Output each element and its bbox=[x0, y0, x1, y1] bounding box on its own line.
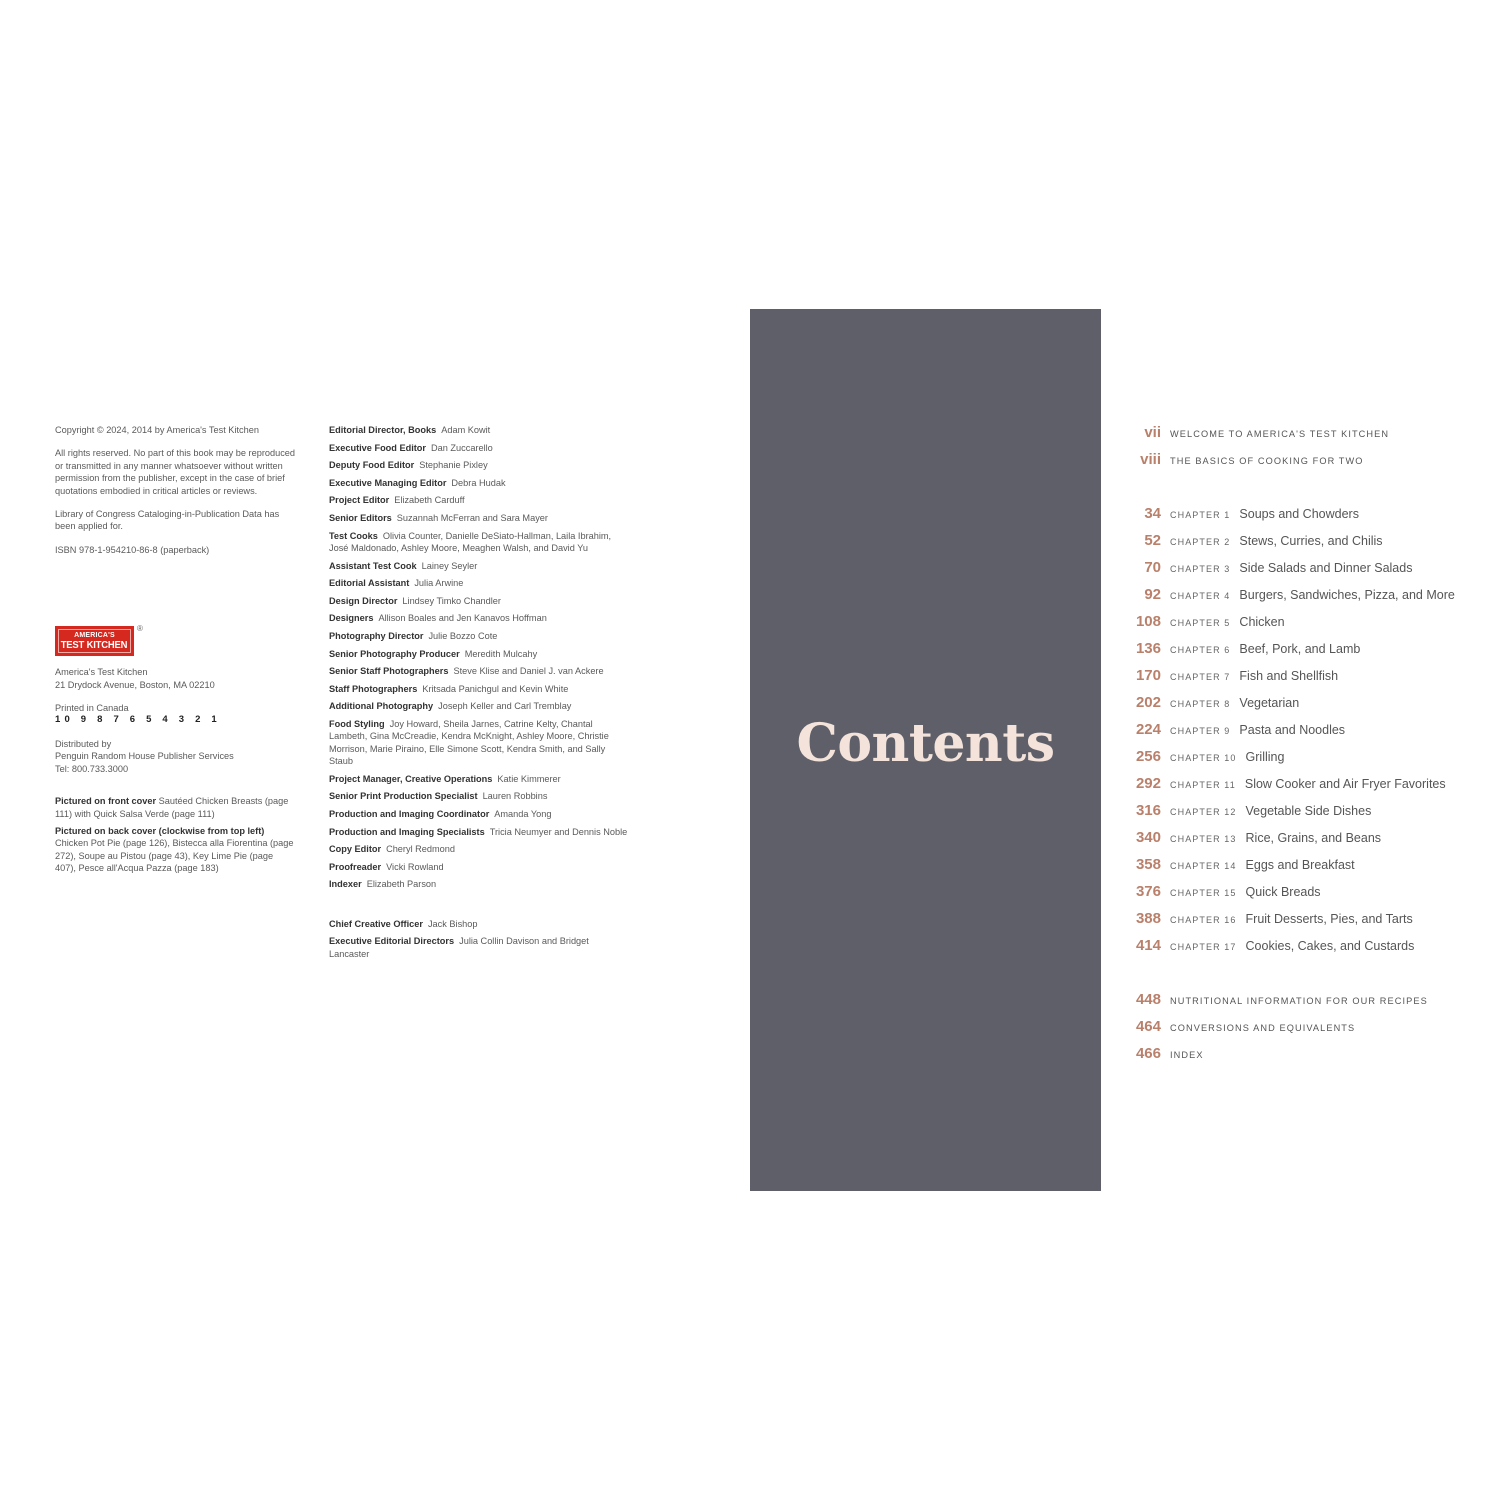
toc-chapter-number: CHAPTER 8 bbox=[1170, 699, 1231, 709]
toc-chapter-number: CHAPTER 14 bbox=[1170, 861, 1237, 871]
toc-page-number: 92 bbox=[1144, 586, 1161, 603]
credit-names: Steve Klise and Daniel J. van Ackere bbox=[453, 666, 604, 677]
credit-role: Chief Creative Officer bbox=[329, 918, 423, 929]
credit-names: Debra Hudak bbox=[451, 477, 506, 488]
credit-entry bbox=[329, 843, 629, 855]
toc-page-number: 464 bbox=[1135, 1018, 1161, 1035]
front-cover-label: Pictured on front cover bbox=[55, 796, 157, 807]
credit-names: Tricia Neumyer and Dennis Noble bbox=[489, 826, 628, 837]
credit-role: Copy Editor bbox=[329, 844, 382, 855]
credit-names: Julia Arwine bbox=[414, 578, 464, 589]
credit-names: Allison Boales and Jen Kanavos Hoffman bbox=[378, 613, 547, 624]
toc-chapter-title: Cookies, Cakes, and Custards bbox=[1245, 939, 1415, 953]
credit-names: Adam Kowit bbox=[441, 425, 491, 435]
credit-role: Proofreader bbox=[329, 861, 382, 872]
toc-section-label: NUTRITIONAL INFORMATION FOR OUR RECIPES bbox=[1170, 996, 1428, 1006]
credit-entry bbox=[329, 560, 629, 572]
credit-entry bbox=[329, 459, 629, 471]
toc-entry[interactable] bbox=[1120, 991, 1490, 1008]
front-cover-caption bbox=[55, 795, 295, 820]
credit-entry bbox=[329, 477, 629, 489]
credit-entry bbox=[329, 700, 629, 712]
toc-page-number: 388 bbox=[1135, 910, 1161, 927]
credit-role: Production and Imaging Specialists bbox=[329, 826, 485, 837]
credit-names: Olivia Counter, Danielle DeSiato-Hallman, Laila Ibrahim, José Maldonado, Ashley Moore, Meaghen Walsh, and David Yu bbox=[329, 530, 612, 553]
toc-chapter-title: Rice, Grains, and Beans bbox=[1245, 831, 1382, 845]
credit-entry bbox=[329, 826, 629, 838]
leadership-credits-list bbox=[329, 918, 629, 960]
contents-title: Contents bbox=[796, 713, 1055, 774]
toc-chapter-title: Vegetarian bbox=[1239, 696, 1300, 710]
toc-chapter-title: Chicken bbox=[1239, 615, 1285, 629]
toc-page-number: 52 bbox=[1144, 532, 1161, 549]
toc-page-number: 170 bbox=[1135, 667, 1161, 684]
credit-role: Senior Staff Photographers bbox=[329, 666, 449, 677]
toc-entry[interactable] bbox=[1120, 1045, 1490, 1062]
credit-role: Senior Photography Producer bbox=[329, 648, 460, 659]
toc-chapter-number: CHAPTER 17 bbox=[1170, 942, 1237, 952]
credit-role: Executive Food Editor bbox=[329, 442, 426, 453]
printer-line: 10 9 8 7 6 5 4 3 2 1 bbox=[55, 714, 221, 726]
toc-entry[interactable] bbox=[1120, 694, 1490, 711]
toc-entry[interactable] bbox=[1120, 829, 1490, 846]
toc-page-number: 224 bbox=[1135, 721, 1161, 738]
toc-page-number: viii bbox=[1140, 451, 1161, 468]
credit-names: Lindsey Timko Chandler bbox=[402, 595, 501, 606]
distributed-label: Distributed by bbox=[55, 738, 112, 749]
toc-section-label: INDEX bbox=[1170, 1050, 1204, 1060]
toc-chapter-title: Quick Breads bbox=[1245, 885, 1321, 899]
credit-entry bbox=[329, 630, 629, 642]
credit-entry bbox=[329, 683, 629, 695]
credit-role: Staff Photographers bbox=[329, 683, 418, 694]
back-cover-text: Chicken Pot Pie (page 126), Bistecca alla Fiorentina (page 272), Soupe au Pistou (page 43), Key Lime Pie (page 407), Pesce all'Acqua Pazza (page 183) bbox=[55, 838, 294, 874]
toc-chapter-title: Eggs and Breakfast bbox=[1245, 858, 1355, 872]
back-cover-caption bbox=[55, 825, 295, 875]
credit-entry bbox=[329, 665, 629, 677]
credit-role: Designers bbox=[329, 613, 374, 624]
credit-names: Meredith Mulcahy bbox=[464, 648, 538, 659]
toc-page-number: 202 bbox=[1135, 694, 1161, 711]
credit-entry bbox=[329, 612, 629, 624]
credit-entry bbox=[329, 512, 629, 524]
credit-role: Photography Director bbox=[329, 630, 424, 641]
isbn: ISBN 978-1-954210-86-8 (paperback) bbox=[55, 544, 210, 555]
toc-chapter-number: CHAPTER 1 bbox=[1170, 510, 1231, 520]
toc-chapter-title: Vegetable Side Dishes bbox=[1245, 804, 1372, 818]
toc-page-number: 34 bbox=[1144, 505, 1161, 522]
toc-section-label: CONVERSIONS AND EQUIVALENTS bbox=[1170, 1023, 1356, 1033]
distributor-name: Penguin Random House Publisher Services bbox=[55, 751, 234, 762]
credit-entry bbox=[329, 935, 629, 960]
credit-role: Project Manager, Creative Operations bbox=[329, 773, 493, 784]
toc-chapter-number: CHAPTER 5 bbox=[1170, 618, 1231, 628]
credit-names: Katie Kimmerer bbox=[497, 773, 561, 784]
credits-list bbox=[329, 424, 629, 891]
toc-page-number: 70 bbox=[1144, 559, 1161, 576]
toc-entry[interactable] bbox=[1120, 748, 1490, 765]
toc-page-number: 108 bbox=[1135, 613, 1161, 630]
toc-chapter-number: CHAPTER 3 bbox=[1170, 564, 1231, 574]
credit-role: Editorial Director, Books bbox=[329, 425, 437, 435]
toc-entry[interactable] bbox=[1120, 910, 1490, 927]
toc-chapter-number: CHAPTER 10 bbox=[1170, 753, 1237, 763]
credit-role: Production and Imaging Coordinator bbox=[329, 808, 490, 819]
credit-role: Assistant Test Cook bbox=[329, 560, 417, 571]
toc-chapter-title: Burgers, Sandwiches, Pizza, and More bbox=[1239, 588, 1455, 602]
loc-notice: Library of Congress Cataloging-in-Publication Data has been applied for. bbox=[55, 509, 280, 532]
toc-entry[interactable] bbox=[1120, 775, 1490, 792]
atk-logo bbox=[55, 626, 145, 656]
credit-role: Additional Photography bbox=[329, 701, 434, 712]
toc-section-label: THE BASICS OF COOKING FOR TWO bbox=[1170, 456, 1364, 466]
credit-role: Editorial Assistant bbox=[329, 578, 410, 589]
front-cover-text: Sautéed Chicken Breasts (page 111) with Quick Salsa Verde (page 111) bbox=[55, 796, 289, 819]
contents-band bbox=[750, 309, 1101, 1191]
credit-role: Design Director bbox=[329, 595, 398, 606]
credit-entry bbox=[329, 718, 629, 768]
copyright-line: Copyright © 2024, 2014 by America's Test Kitchen bbox=[55, 425, 259, 435]
toc-chapter-number: CHAPTER 16 bbox=[1170, 915, 1237, 925]
atk-logo-badge bbox=[55, 626, 134, 656]
registered-mark: ® bbox=[137, 624, 143, 634]
toc-page-number: vii bbox=[1144, 424, 1161, 441]
credit-role: Indexer bbox=[329, 879, 362, 890]
distributor-phone: Tel: 800.733.3000 bbox=[55, 763, 129, 774]
credit-names: Lauren Robbins bbox=[482, 791, 548, 802]
credit-names: Vicki Rowland bbox=[386, 861, 444, 872]
toc-entry[interactable] bbox=[1120, 451, 1490, 468]
toc-entry[interactable] bbox=[1120, 586, 1490, 603]
credit-role: Project Editor bbox=[329, 495, 390, 506]
toc-page-number: 448 bbox=[1135, 991, 1161, 1008]
toc-chapter-number: CHAPTER 12 bbox=[1170, 807, 1237, 817]
credits-column bbox=[329, 424, 629, 965]
toc-chapter-title: Fruit Desserts, Pies, and Tarts bbox=[1245, 912, 1413, 926]
publisher-address: 21 Drydock Avenue, Boston, MA 02210 bbox=[55, 679, 215, 690]
credit-entry bbox=[329, 878, 629, 890]
credit-role: Senior Print Production Specialist bbox=[329, 791, 478, 802]
credit-role: Test Cooks bbox=[329, 530, 378, 541]
credit-names: Elizabeth Parson bbox=[366, 879, 437, 890]
toc-page-number: 340 bbox=[1135, 829, 1161, 846]
toc-chapter-title: Grilling bbox=[1245, 750, 1285, 764]
toc-chapter-number: CHAPTER 4 bbox=[1170, 591, 1231, 601]
credit-role: Deputy Food Editor bbox=[329, 460, 415, 471]
toc-entry[interactable] bbox=[1120, 613, 1490, 630]
credit-names: Lainey Seyler bbox=[421, 560, 478, 571]
toc-page-number: 414 bbox=[1135, 937, 1161, 954]
credit-names: Kritsada Panichgul and Kevin White bbox=[422, 683, 569, 694]
toc-entry[interactable] bbox=[1120, 559, 1490, 576]
publisher-name: America's Test Kitchen bbox=[55, 667, 148, 678]
credit-names: Dan Zuccarello bbox=[431, 442, 493, 453]
toc-chapter-number: CHAPTER 15 bbox=[1170, 888, 1237, 898]
credit-names: Julie Bozzo Cote bbox=[428, 630, 498, 641]
toc-page-number: 358 bbox=[1135, 856, 1161, 873]
credit-names: Joseph Keller and Carl Tremblay bbox=[438, 701, 572, 712]
toc-chapter-title: Beef, Pork, and Lamb bbox=[1239, 642, 1361, 656]
toc-entry[interactable] bbox=[1120, 721, 1490, 738]
toc-entry[interactable] bbox=[1120, 424, 1490, 441]
toc-entry[interactable] bbox=[1120, 802, 1490, 819]
toc-entry[interactable] bbox=[1120, 640, 1490, 657]
toc-chapter-title: Slow Cooker and Air Fryer Favorites bbox=[1244, 777, 1446, 791]
copyright-column bbox=[55, 424, 295, 886]
toc-section-label: WELCOME TO AMERICA'S TEST KITCHEN bbox=[1170, 429, 1390, 439]
toc-chapter-title: Side Salads and Dinner Salads bbox=[1239, 561, 1413, 575]
credit-entry bbox=[329, 790, 629, 802]
toc-chapter-number: CHAPTER 13 bbox=[1170, 834, 1237, 844]
credit-entry bbox=[329, 595, 629, 607]
toc-page-number: 376 bbox=[1135, 883, 1161, 900]
toc-entry[interactable] bbox=[1120, 937, 1490, 954]
credit-entry bbox=[329, 918, 629, 930]
toc-page-number: 136 bbox=[1135, 640, 1161, 657]
toc-chapter-number: CHAPTER 2 bbox=[1170, 537, 1231, 547]
back-cover-label: Pictured on back cover (clockwise from top left) bbox=[55, 825, 265, 836]
credit-entry bbox=[329, 442, 629, 454]
credit-entry bbox=[329, 577, 629, 589]
credit-names: Julia Collin Davison and Bridget Lancaster bbox=[329, 936, 589, 959]
toc-entry[interactable] bbox=[1120, 505, 1490, 522]
toc-entry[interactable] bbox=[1120, 856, 1490, 873]
toc-chapter-number: CHAPTER 7 bbox=[1170, 672, 1231, 682]
toc-page-number: 466 bbox=[1135, 1045, 1161, 1062]
credit-entry bbox=[329, 530, 629, 555]
printed-in: Printed in Canada bbox=[55, 703, 129, 714]
credit-names: Cheryl Redmond bbox=[386, 844, 456, 855]
toc-chapter-number: CHAPTER 9 bbox=[1170, 726, 1231, 736]
credit-names: Elizabeth Carduff bbox=[394, 495, 465, 506]
toc-chapter-title: Fish and Shellfish bbox=[1239, 669, 1339, 683]
toc-entry[interactable] bbox=[1120, 883, 1490, 900]
rights-notice: All rights reserved. No part of this book may be reproduced or transmitted in any manner whatsoever without written permission from the publisher, except in the case of brief quotations embodied in critical articles or reviews. bbox=[55, 448, 296, 496]
credit-role: Executive Editorial Directors bbox=[329, 936, 455, 947]
credit-role: Senior Editors bbox=[329, 512, 392, 523]
toc-chapter-number: CHAPTER 11 bbox=[1170, 780, 1236, 790]
credit-entry bbox=[329, 808, 629, 820]
credit-names: Suzannah McFerran and Sara Mayer bbox=[396, 512, 548, 523]
toc-page-number: 316 bbox=[1135, 802, 1161, 819]
credit-role: Food Styling bbox=[329, 718, 385, 729]
toc-page-number: 292 bbox=[1135, 775, 1161, 792]
toc-entry[interactable] bbox=[1120, 667, 1490, 684]
toc-chapter-number: CHAPTER 6 bbox=[1170, 645, 1231, 655]
credit-entry bbox=[329, 648, 629, 660]
toc-chapter-title: Soups and Chowders bbox=[1239, 507, 1359, 521]
toc-page-number: 256 bbox=[1135, 748, 1161, 765]
credit-entry bbox=[329, 773, 629, 785]
toc-chapter-title: Pasta and Noodles bbox=[1239, 723, 1346, 737]
toc-entry[interactable] bbox=[1120, 1018, 1490, 1035]
credit-entry bbox=[329, 861, 629, 873]
credit-names: Stephanie Pixley bbox=[419, 460, 488, 471]
toc-chapter-title: Stews, Curries, and Chilis bbox=[1239, 534, 1383, 548]
logo-line-2: TEST KITCHEN bbox=[61, 638, 128, 651]
logo-line-1: AMERICA'S bbox=[74, 631, 115, 639]
credit-entry bbox=[329, 424, 629, 436]
credit-names: Jack Bishop bbox=[427, 918, 478, 929]
toc-entry[interactable] bbox=[1120, 532, 1490, 549]
credit-names: Amanda Yong bbox=[494, 808, 552, 819]
credit-names: Joy Howard, Sheila Jarnes, Catrine Kelty, Chantal Lambeth, Gina McCreadie, Kendra McKnight, Ashley Moore, Christie Morrison, Marie Piraino, Elle Simone Scott, Kendra Smith, and Sally Staub bbox=[329, 718, 609, 767]
credit-role: Executive Managing Editor bbox=[329, 477, 447, 488]
credit-entry bbox=[329, 494, 629, 506]
